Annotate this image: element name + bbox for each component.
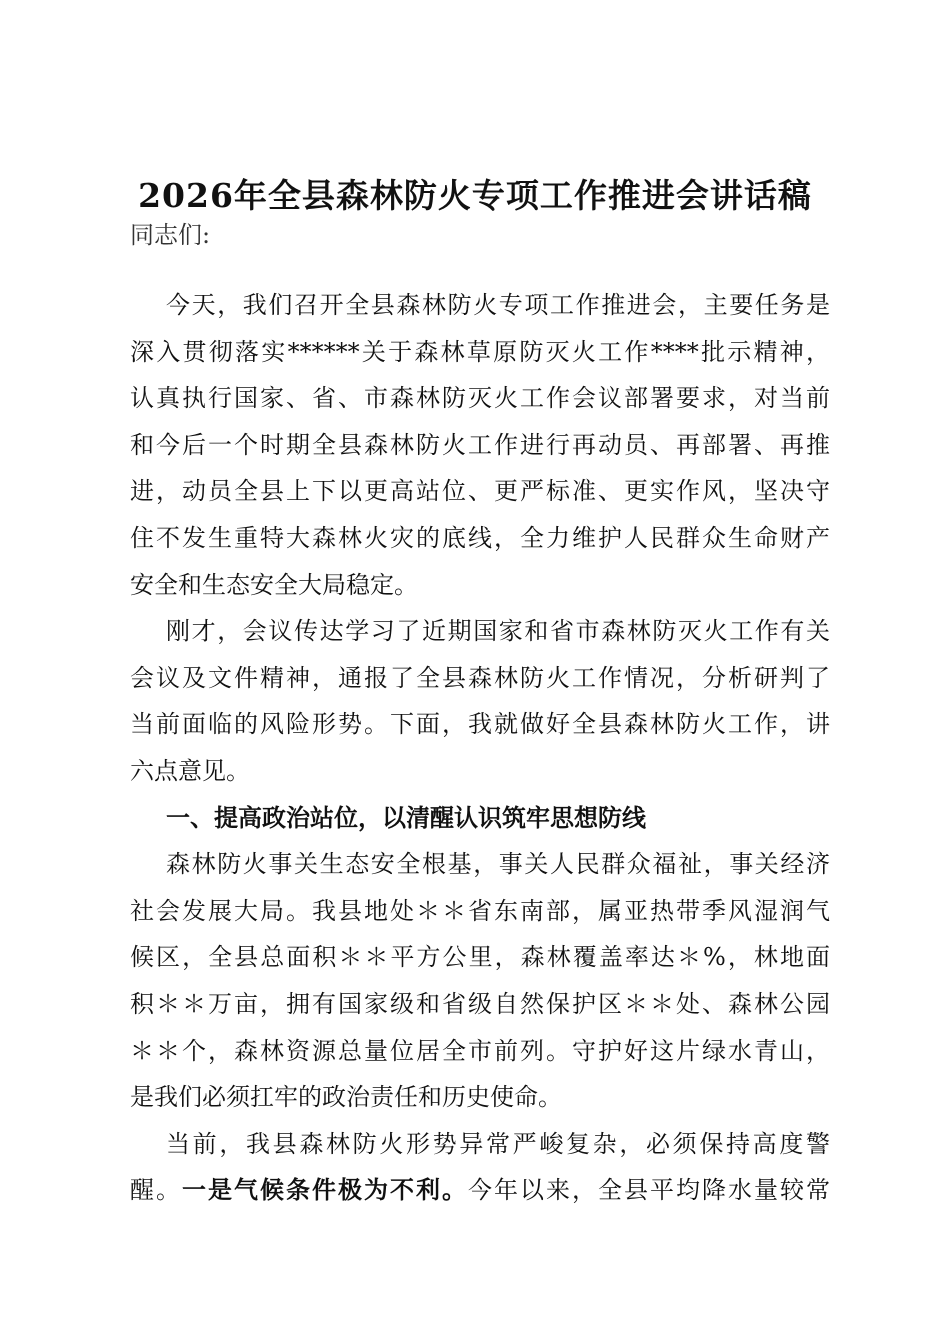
text-segment: 候区，全县总面积＊＊平方公里，森林覆盖率达＊%，林地面 (130, 943, 830, 972)
text-line (130, 934, 830, 981)
text-segment: 深入贯彻落实******关于森林草原防灭火工作****批示精神， (130, 337, 830, 366)
text-segment: 当前面临的风险形势。下面，我就做好全县森林防火工作，讲 (130, 710, 830, 739)
text-segment: 认真执行国家、省、市森林防灭火工作会议部署要求，对当前 (130, 384, 830, 413)
text-segment: ＊＊个，森林资源总量位居全市前列。守护好这片绿水青山， (130, 1036, 830, 1065)
bold-text: 一是气候条件极为不利。 (182, 1175, 468, 1205)
document-body (130, 282, 830, 1214)
text-segment: 醒。 (130, 1176, 182, 1205)
text-line (130, 748, 830, 795)
section-heading (130, 795, 830, 842)
text-line (130, 375, 830, 422)
text-line (130, 1028, 830, 1075)
text-line (130, 1121, 830, 1168)
text-segment: 一、提高政治站位，以清醒认识筑牢思想防线 (166, 802, 646, 832)
text-line (130, 282, 830, 329)
text-segment: 森林防火事关生态安全根基，事关人民群众福祉，事关经济 (166, 850, 830, 879)
text-line (130, 841, 830, 888)
text-line (130, 655, 830, 702)
text-segment: 今年以来，全县平均降水量较常 (468, 1176, 830, 1205)
text-line (130, 329, 830, 376)
text-segment: 和今后一个时期全县森林防火工作进行再动员、再部署、再推 (130, 430, 830, 459)
text-segment: 社会发展大局。我县地处＊＊省东南部，属亚热带季风湿润气 (130, 896, 830, 925)
document-title: 2026年全县森林防火专项工作推进会讲话稿 (138, 176, 812, 215)
text-line (130, 888, 830, 935)
text-line (130, 468, 830, 515)
text-segment: 是我们必须扛牢的政治责任和历史使命。 (130, 1083, 562, 1112)
text-line (130, 422, 830, 469)
text-segment: 积＊＊万亩，拥有国家级和省级自然保护区＊＊处、森林公园 (130, 989, 830, 1018)
greeting: 同志们: (130, 221, 211, 249)
text-line (130, 701, 830, 748)
text-line (130, 608, 830, 655)
text-segment: 住不发生重特大森林火灾的底线，全力维护人民群众生命财产 (130, 523, 830, 552)
text-line (130, 1074, 830, 1121)
text-segment: 今天，我们召开全县森林防火专项工作推进会，主要任务是 (166, 291, 830, 319)
text-line (130, 562, 830, 609)
text-line (130, 1167, 830, 1214)
text-line (130, 981, 830, 1028)
text-segment: 会议及文件精神，通报了全县森林防火工作情况，分析研判了 (130, 663, 830, 692)
text-segment: 当前，我县森林防火形势异常严峻复杂，必须保持高度警 (166, 1129, 830, 1158)
text-segment: 六点意见。 (130, 756, 250, 785)
text-line (130, 515, 830, 562)
text-segment: 进，动员全县上下以更高站位、更严标准、更实作风，坚决守 (130, 477, 830, 506)
text-segment: 刚才，会议传达学习了近期国家和省市森林防灭火工作有关 (166, 617, 830, 646)
text-segment: 安全和生态安全大局稳定。 (130, 570, 418, 599)
